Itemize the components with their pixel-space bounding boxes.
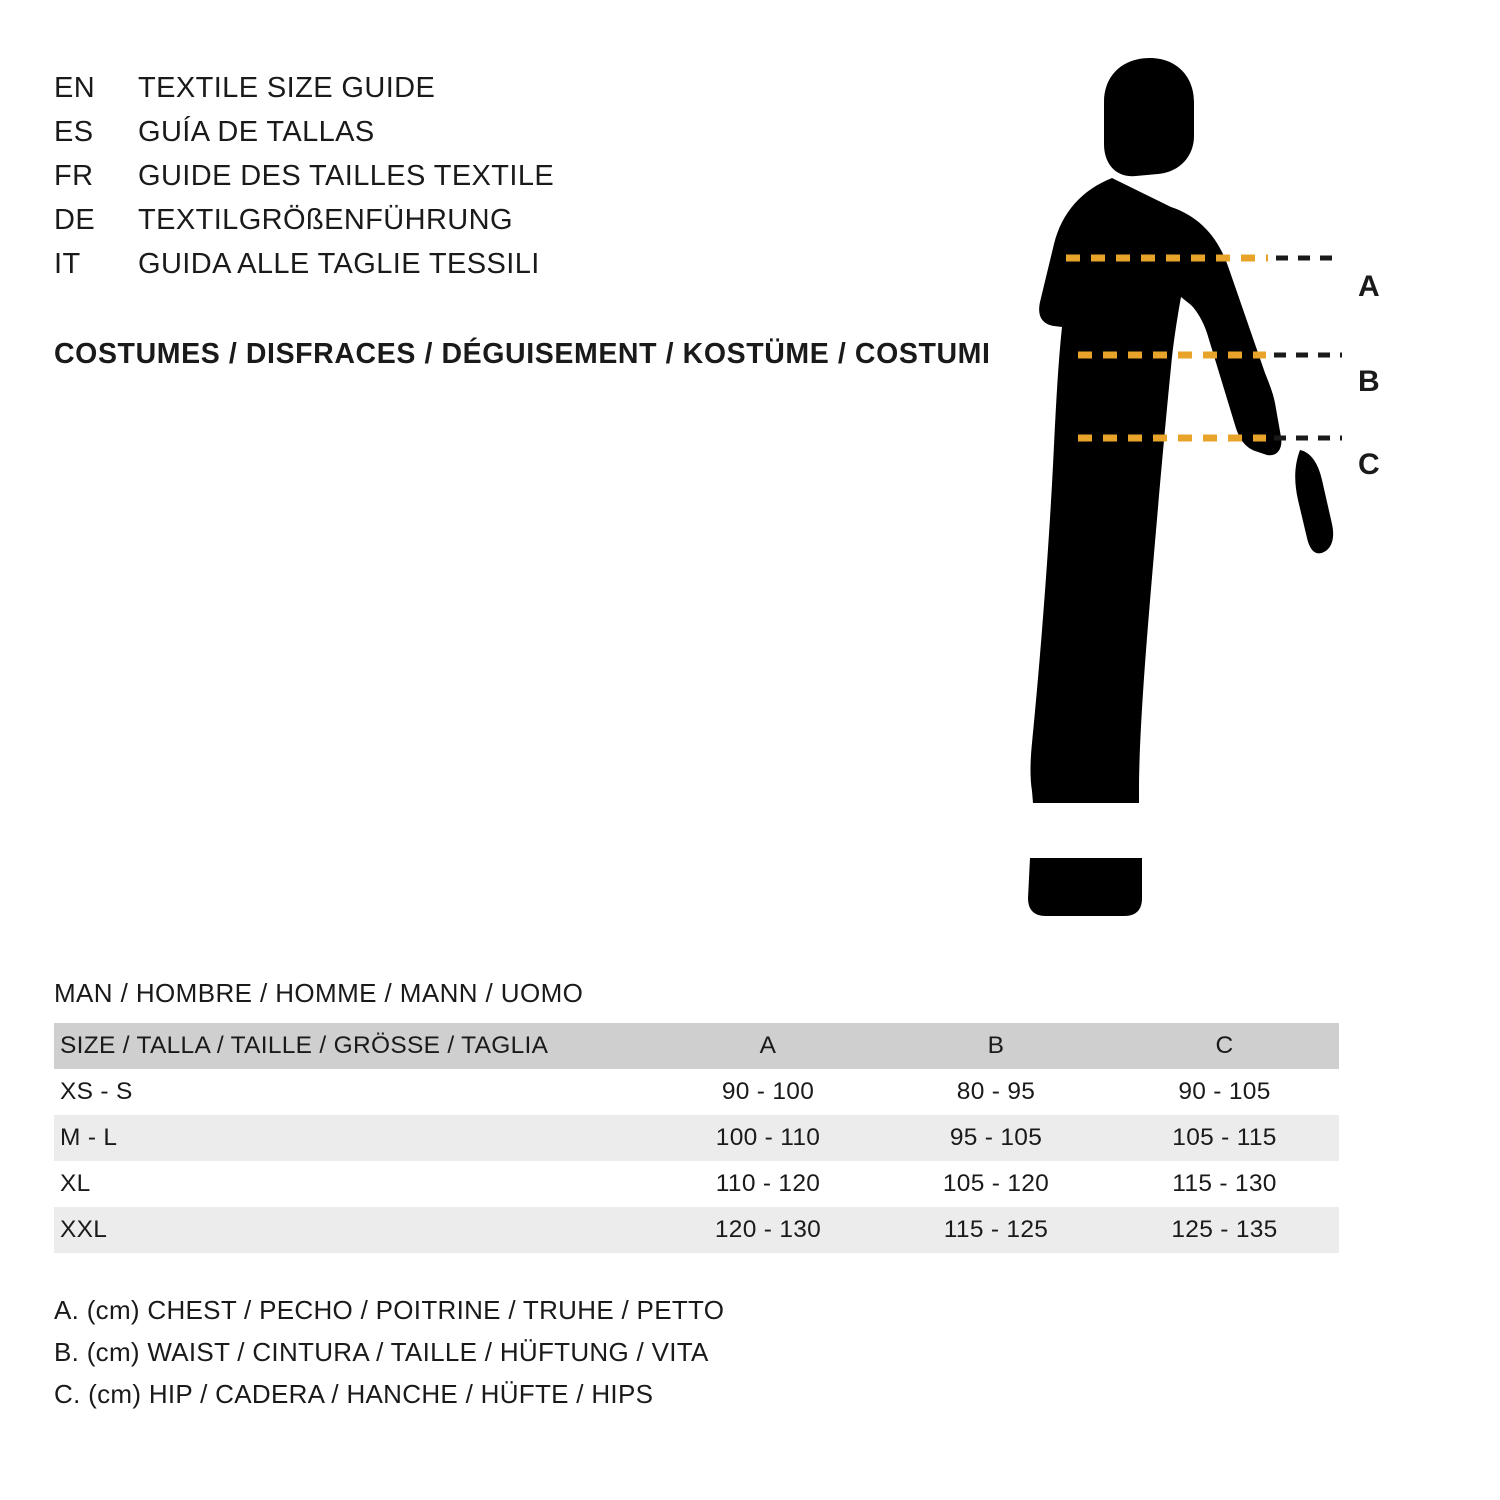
size-table [54, 1023, 1339, 1253]
cell-c: 90 - 105 [1178, 1078, 1271, 1105]
cell-size: XL [60, 1170, 91, 1197]
cell-size: M - L [60, 1124, 118, 1151]
language-code: ES [54, 116, 94, 148]
language-title: GUÍA DE TALLAS [138, 116, 375, 148]
cell-c: 125 - 135 [1171, 1216, 1278, 1243]
legend-line-a: A. (cm) CHEST / PECHO / POITRINE / TRUHE / PETTO [54, 1295, 725, 1325]
category-line: COSTUMES / DISFRACES / DÉGUISEMENT / KOSTÜME / COSTUMI [54, 338, 991, 370]
size-table-section [54, 978, 1394, 1253]
language-row [54, 204, 1034, 248]
cell-b: 95 - 105 [949, 1124, 1043, 1151]
cell-size: XXL [60, 1216, 108, 1243]
language-code: IT [54, 248, 81, 280]
cell-c: 115 - 130 [1172, 1170, 1277, 1197]
body-figure [1000, 30, 1440, 930]
table-header-a: A [759, 1032, 777, 1059]
marker-label-c: C [1358, 448, 1380, 481]
cell-a: 120 - 130 [714, 1216, 822, 1243]
cell-a: 90 - 100 [721, 1078, 815, 1105]
table-row [54, 1207, 1339, 1253]
measurement-legend [54, 1295, 724, 1421]
language-title: GUIDE DES TAILLES TEXTILE [138, 160, 555, 192]
table-caption: MAN / HOMBRE / HOMME / MANN / UOMO [54, 978, 584, 1008]
language-row [54, 160, 1034, 204]
table-header-size: SIZE / TALLA / TAILLE / GRÖSSE / TAGLIA [60, 1032, 549, 1059]
marker-label-b: B [1358, 365, 1380, 398]
language-list [54, 72, 1034, 292]
table-row [54, 1115, 1339, 1161]
table-row [54, 1069, 1339, 1115]
language-row [54, 116, 1034, 160]
language-title: TEXTILGRÖßENFÜHRUNG [138, 204, 513, 236]
language-code: DE [54, 204, 96, 236]
cell-c: 105 - 115 [1172, 1124, 1277, 1151]
table-header-row [54, 1023, 1339, 1069]
language-title: GUIDA ALLE TAGLIE TESSILI [138, 248, 540, 280]
cell-b: 105 - 120 [942, 1170, 1050, 1197]
language-title: TEXTILE SIZE GUIDE [138, 72, 436, 104]
language-code: FR [54, 160, 94, 192]
marker-label-a: A [1358, 270, 1380, 303]
table-row [54, 1161, 1339, 1207]
legend-line-b: B. (cm) WAIST / CINTURA / TAILLE / HÜFTUNG / VITA [54, 1337, 709, 1367]
language-row [54, 248, 1034, 292]
table-header-c: C [1215, 1032, 1234, 1059]
cell-a: 100 - 110 [715, 1124, 821, 1151]
cell-size: XS - S [60, 1078, 133, 1105]
cell-b: 115 - 125 [943, 1216, 1049, 1243]
language-code: EN [54, 72, 96, 104]
cell-a: 110 - 120 [715, 1170, 821, 1197]
table-header-b: B [987, 1032, 1005, 1059]
legend-line-c: C. (cm) HIP / CADERA / HANCHE / HÜFTE / HIPS [54, 1379, 654, 1409]
language-row [54, 72, 1034, 116]
cell-b: 80 - 95 [956, 1078, 1036, 1105]
